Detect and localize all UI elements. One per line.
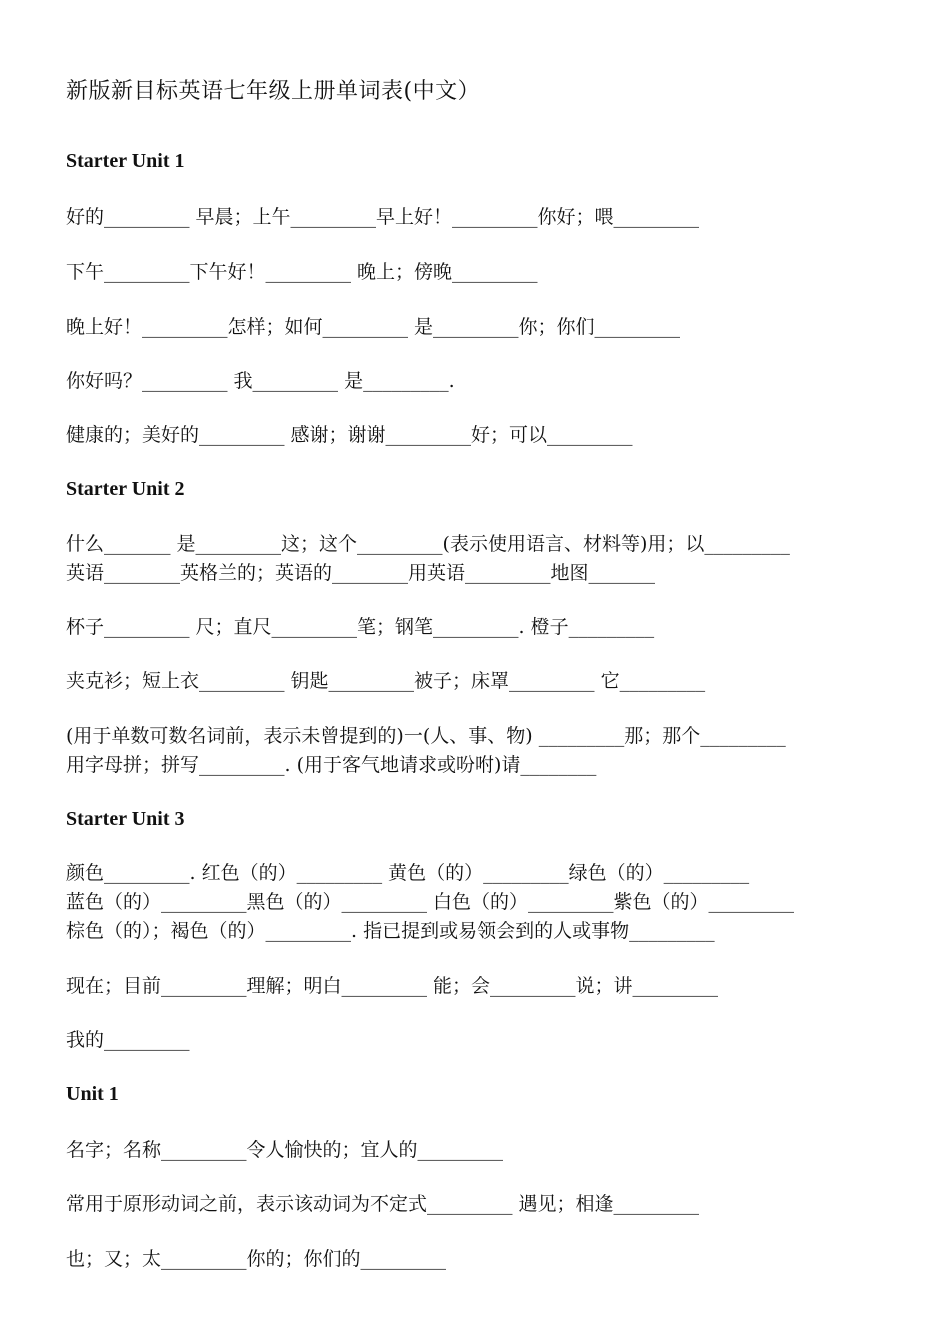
vocab-line: 杯子_________ 尺；直尺_________笔；钢笔_________. 橙子_________ — [66, 616, 655, 638]
vocab-line: 也；又；太_________你的；你们的_________ — [66, 1248, 447, 1270]
vocab-line: 常用于原形动词之前，表示该动词为不定式_________ 遇见；相逢_________ — [66, 1193, 700, 1215]
section-heading-unit-1: Unit 1 — [66, 1083, 119, 1105]
section-heading-starter-unit-2: Starter Unit 2 — [66, 478, 185, 500]
vocab-line: 健康的；美好的_________ 感谢；谢谢_________好；可以_________ — [66, 424, 633, 446]
page-title: 新版新目标英语七年级上册单词表(中文） — [66, 79, 481, 104]
vocab-line: (用于单数可数名词前，表示未曾提到的)一(人、事、物) _________那；那个_________ — [66, 725, 786, 747]
vocab-line: 我的_________ — [66, 1029, 190, 1051]
vocab-line: 你好吗？_________ 我_________ 是_________. — [66, 370, 455, 392]
vocab-line: 颜色_________. 红色（的）_________ 黄色（的）_________绿色（的）_________ — [66, 862, 750, 884]
vocab-line: 英语________英格兰的；英语的________用英语_________地图_______ — [66, 562, 656, 584]
vocab-line: 好的_________ 早晨；上午_________早上好！_________你好；喂_________ — [66, 206, 700, 228]
section-heading-starter-unit-3: Starter Unit 3 — [66, 808, 185, 830]
vocab-line: 夹克衫；短上衣_________ 钥匙_________被子；床罩_________ 它_________ — [66, 670, 706, 692]
vocab-line: 棕色（的）；褐色（的）_________. 指已提到或易领会到的人或事物_________ — [66, 920, 715, 942]
vocab-line: 蓝色（的）_________黑色（的）_________ 白色（的）_________紫色（的）_________ — [66, 891, 795, 913]
vocab-line: 下午_________下午好！_________ 晚上；傍晚_________ — [66, 261, 538, 283]
vocab-line: 晚上好！_________怎样；如何_________ 是_________你；你们_________ — [66, 316, 681, 338]
vocab-line: 用字母拼；拼写_________. (用于客气地请求或吩咐)请________ — [66, 754, 597, 776]
section-heading-starter-unit-1: Starter Unit 1 — [66, 150, 185, 172]
vocab-line: 名字；名称_________令人愉快的；宜人的_________ — [66, 1139, 504, 1161]
vocab-line: 现在；目前_________理解；明白_________ 能；会_________说；讲_________ — [66, 975, 719, 997]
vocab-line: 什么_______ 是_________这；这个_________(表示使用语言、材料等)用；以_________ — [66, 533, 790, 555]
